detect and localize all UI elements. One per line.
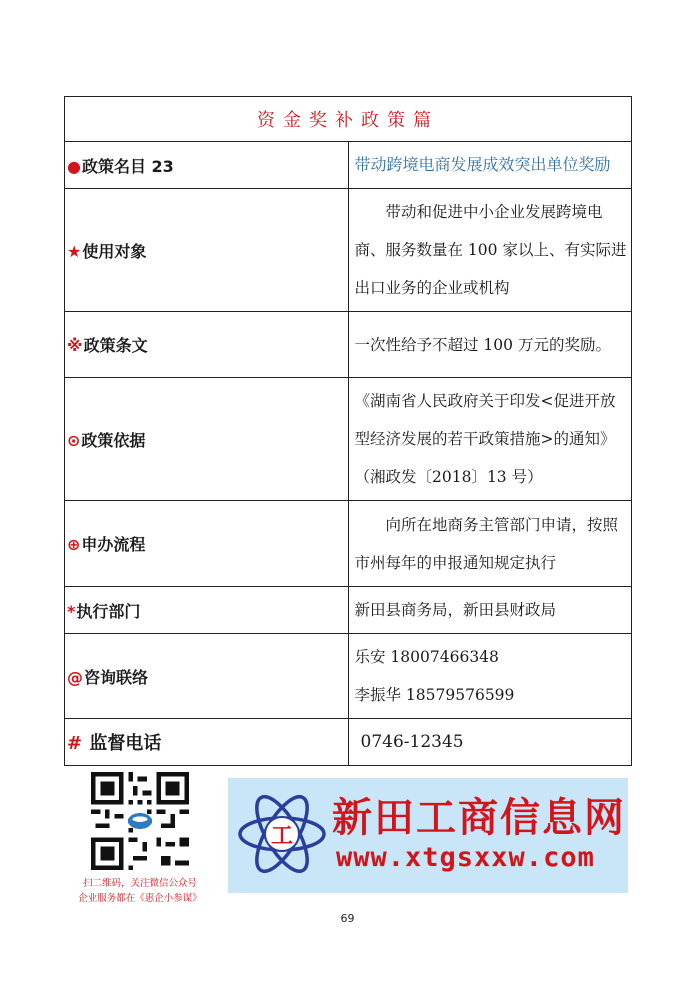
hash-icon: # (67, 733, 83, 754)
svg-text:工: 工 (270, 824, 294, 849)
reference-mark-icon: ※ (67, 336, 83, 355)
website-banner (228, 778, 628, 893)
red-dot-icon: ● (67, 156, 81, 176)
row-label-department: *执行部门 (65, 587, 349, 634)
section-title: 资金奖补政策篇 (65, 97, 632, 142)
banner-url[interactable]: www.xtgsxxw.com (336, 842, 595, 873)
circled-dot-icon: ⊙ (67, 430, 81, 450)
qr-code-block (74, 772, 206, 906)
star-icon: ★ (67, 241, 82, 261)
qr-caption: 扫二维码，关注微信公众号 企业服务都在《惠企小参谋》 (78, 878, 202, 904)
department-value: 新田县商务局，新田县财政局 (348, 587, 632, 634)
page-number: 69 (340, 912, 355, 925)
row-label-policy-basis: ⊙政策依据 (65, 378, 349, 501)
policy-name-value: 带动跨境电商发展成效突出单位奖励 (348, 142, 632, 189)
circled-plus-icon: ⊕ (67, 535, 81, 554)
row-label-contact: @咨询联络 (65, 634, 349, 719)
policy-table (64, 96, 632, 766)
procedure-value: 向所在地商务主管部门申请，按照市州每年的申报通知规定执行 (348, 501, 632, 587)
policy-basis-value: 《湖南省人民政府关于印发<促进开放型经济发展的若干政策措施>的通知》（湘政发〔2018〕13 号） (348, 378, 632, 501)
banner-title: 新田工商信息网 (332, 794, 626, 841)
row-label-policy-clause: ※政策条文 (65, 312, 349, 378)
contact-line: 乐安 18007466348 (354, 648, 499, 666)
policy-clause-value: 一次性给予不超过 100 万元的奖励。 (348, 312, 632, 378)
asterisk-icon: * (67, 601, 76, 621)
at-sign-icon: @ (67, 667, 83, 687)
qr-code-icon (87, 772, 193, 870)
logo-icon (236, 782, 328, 886)
supervision-phone-value: 0746-12345 (348, 719, 632, 766)
row-label-supervision: # 监督电话 (65, 719, 349, 766)
row-label-policy-name: ●政策名目 23 (65, 142, 349, 189)
row-label-target: ★使用对象 (65, 189, 349, 312)
contact-value (348, 634, 632, 719)
contact-line: 李振华 18579576599 (354, 686, 515, 704)
row-label-procedure: ⊕申办流程 (65, 501, 349, 587)
target-value: 带动和促进中小企业发展跨境电商、服务数量在 100 家以上、有实际进出口业务的企业或机构 (348, 189, 632, 312)
